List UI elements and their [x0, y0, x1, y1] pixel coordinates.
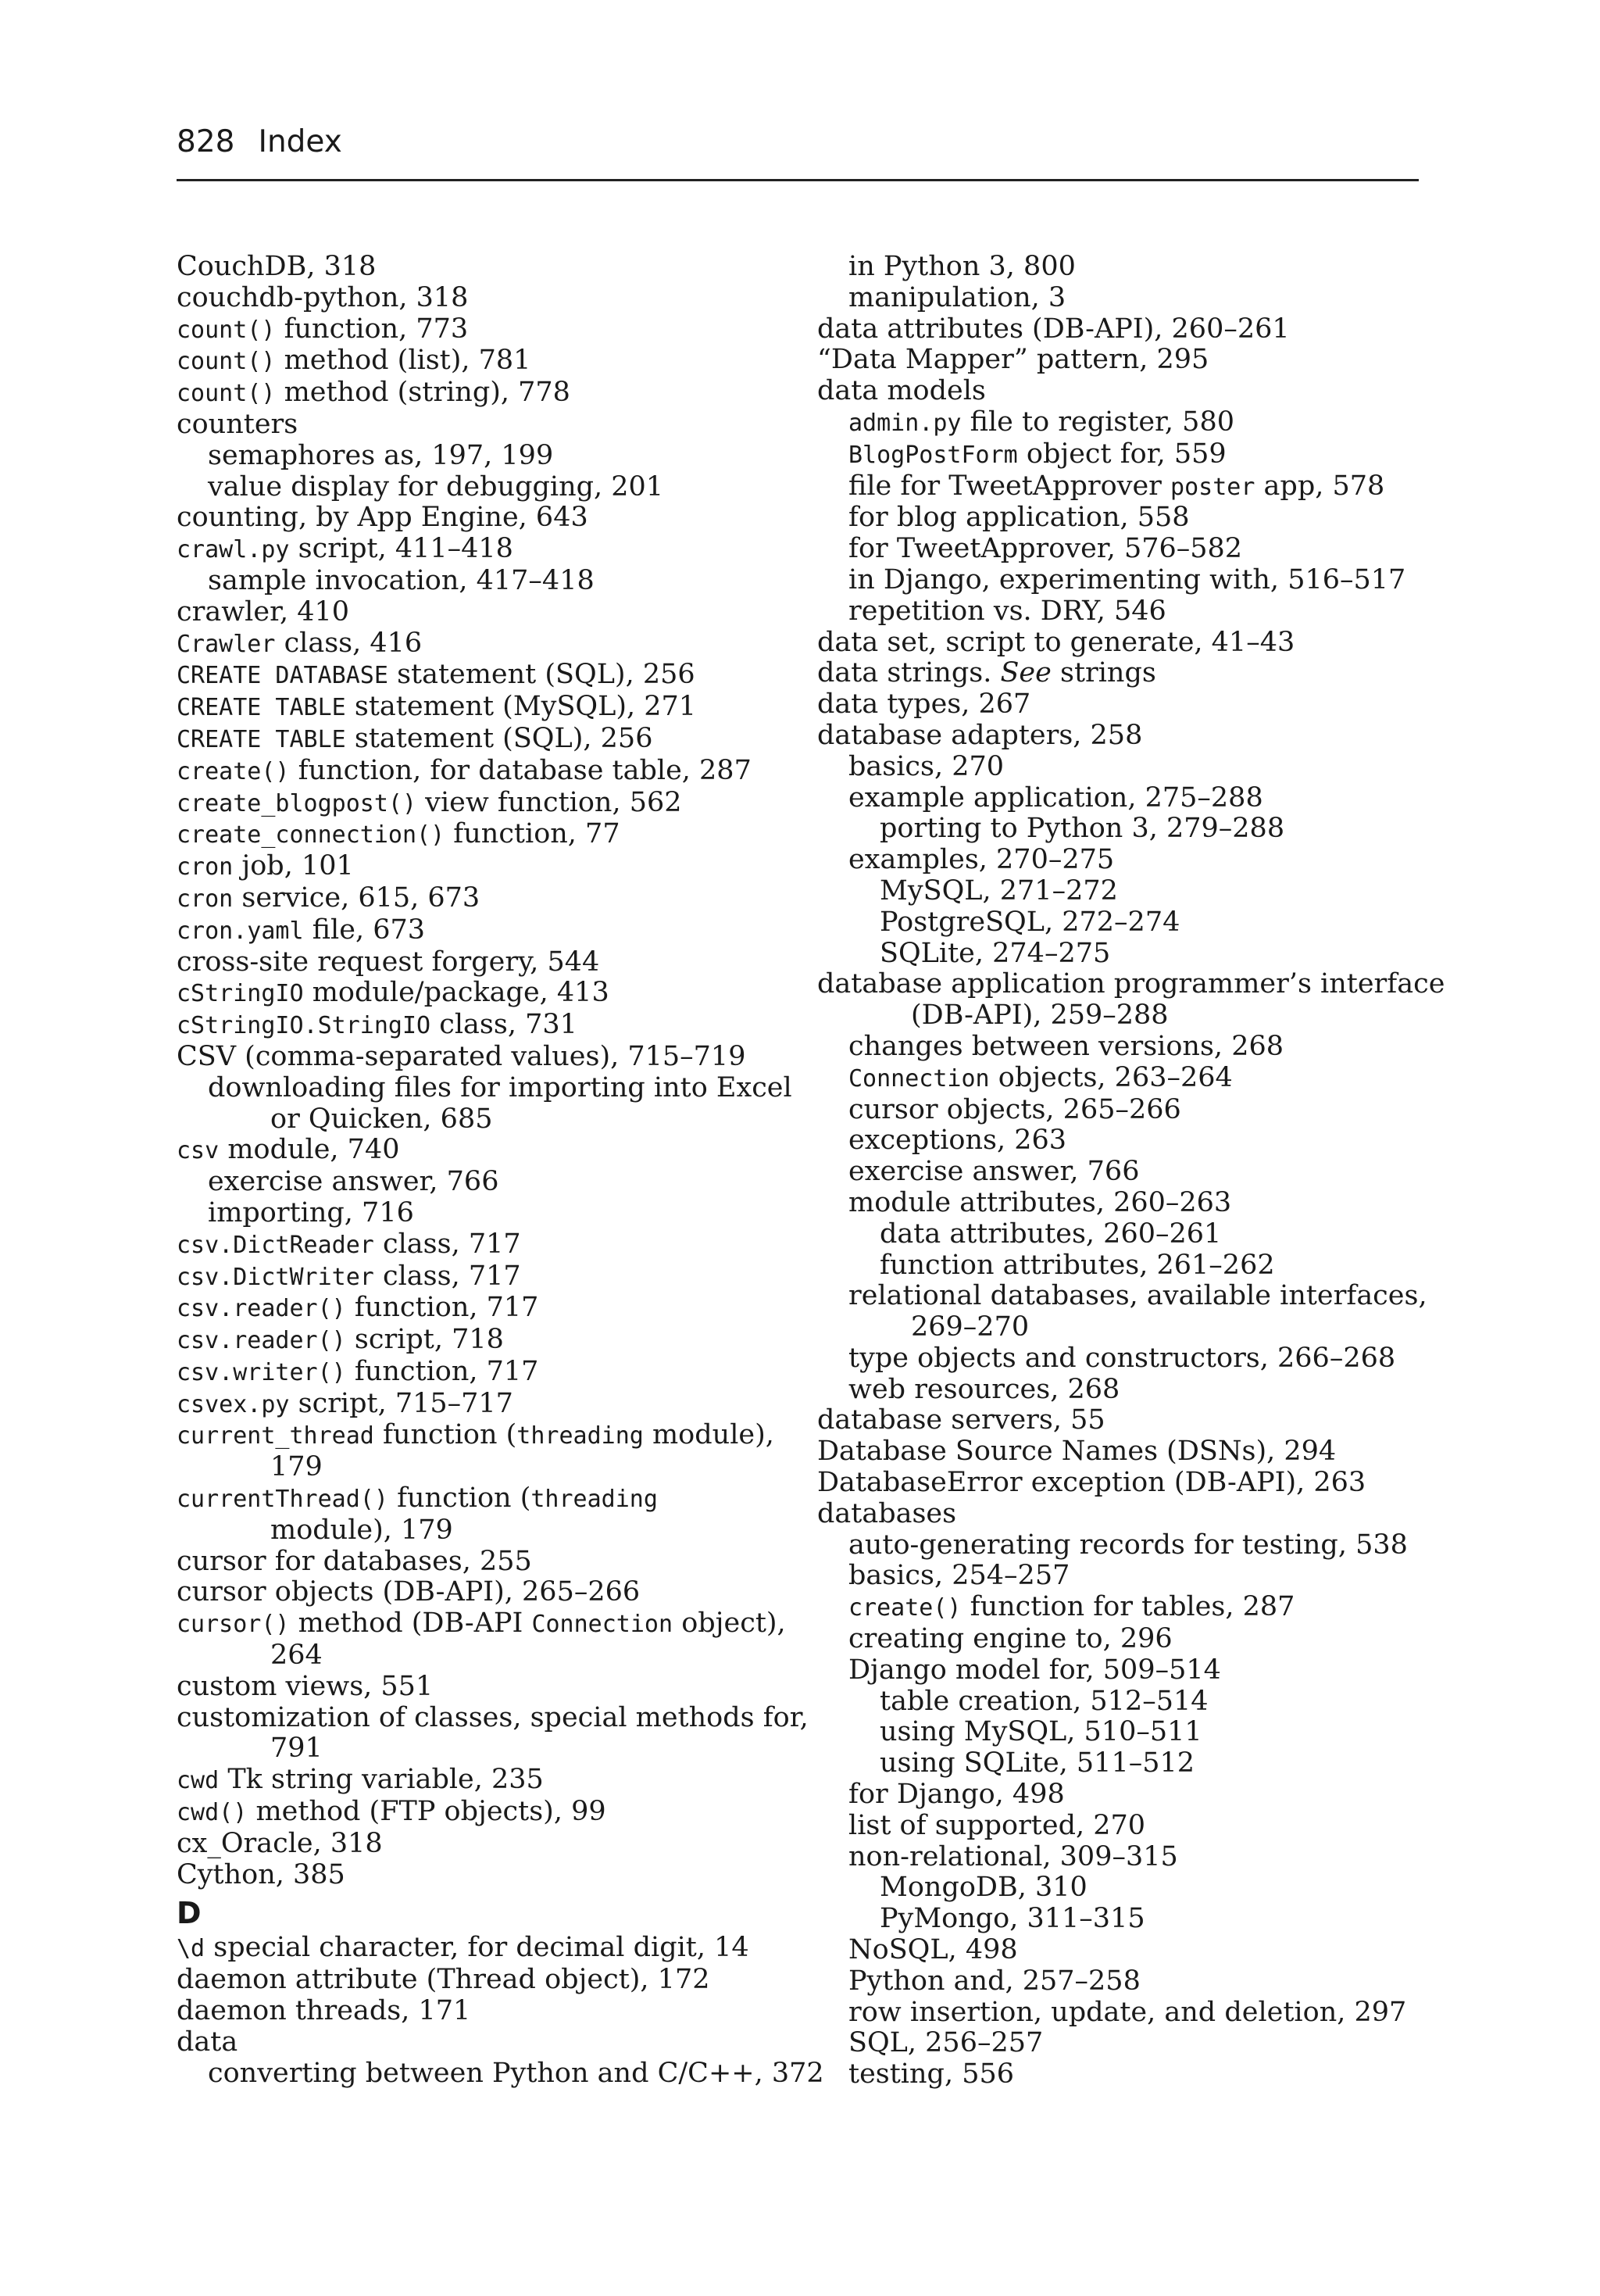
index-entry: admin.py file to register, 580: [848, 406, 1234, 438]
index-entry: Cython, 385: [177, 1858, 345, 1890]
index-entry: PostgreSQL, 272–274: [880, 906, 1180, 938]
index-entry: exercise answer, 766: [848, 1156, 1140, 1188]
index-entry: value display for debugging, 201: [208, 470, 664, 502]
index-entry: basics, 254–257: [848, 1560, 1070, 1592]
index-entry: cron service, 615, 673: [177, 882, 480, 914]
index-entry: data attributes, 260–261: [880, 1218, 1222, 1250]
index-entry: file for TweetApprover poster app, 578: [848, 470, 1385, 502]
index-entry: porting to Python 3, 279–288: [880, 813, 1285, 845]
index-entry: csvex.py script, 715–717: [177, 1387, 513, 1419]
index-entry: web resources, 268: [848, 1373, 1120, 1405]
index-entry: exceptions, 263: [848, 1125, 1067, 1157]
index-entry: (DB-API), 259–288: [911, 1000, 1169, 1032]
index-entry: importing, 716: [208, 1196, 414, 1228]
index-entry: list of supported, 270: [848, 1809, 1146, 1841]
index-entry: cStringIO.StringIO class, 731: [177, 1009, 577, 1041]
header-rule: [177, 179, 1419, 181]
index-entry: cursor() method (DB-API Connection object),: [177, 1608, 786, 1640]
index-entry: cStringIO module/package, 413: [177, 977, 609, 1009]
index-entry: repetition vs. DRY, 546: [848, 595, 1166, 627]
index-entry: exercise answer, 766: [208, 1166, 499, 1198]
index-entry: count() method (string), 778: [177, 377, 570, 409]
index-entry: database adapters, 258: [817, 719, 1143, 751]
index-entry: database servers, 55: [817, 1404, 1105, 1436]
index-entry: data strings. See strings: [817, 657, 1156, 689]
index-entry: table creation, 512–514: [880, 1685, 1209, 1717]
index-entry: customization of classes, special methods for,: [177, 1701, 809, 1733]
index-entry: database application programmer’s interface: [817, 968, 1445, 1000]
index-entry: CouchDB, 318: [177, 251, 377, 282]
index-entry: in Python 3, 800: [848, 251, 1076, 282]
index-entry: CREATE TABLE statement (MySQL), 271: [177, 691, 697, 723]
index-entry: row insertion, update, and deletion, 297: [848, 1996, 1407, 2028]
index-entry: module), 179: [270, 1514, 453, 1546]
index-entry: current_thread function (threading module),: [177, 1419, 774, 1451]
index-entry: cursor for databases, 255: [177, 1545, 532, 1577]
index-entry: module attributes, 260–263: [848, 1186, 1232, 1218]
index-entry: daemon threads, 171: [177, 1995, 471, 2027]
index-entry: cursor objects (DB-API), 265–266: [177, 1576, 641, 1608]
index-entry: 791: [270, 1733, 323, 1765]
index-entry: manipulation, 3: [848, 281, 1066, 313]
index-entry: cx_Oracle, 318: [177, 1827, 383, 1859]
index-entry: data types, 267: [817, 688, 1031, 721]
index-column-left: [177, 251, 824, 2089]
index-entry: csv.DictReader class, 717: [177, 1228, 521, 1260]
index-entry: crawler, 410: [177, 595, 350, 628]
page-header: [177, 122, 1419, 163]
index-entry: for TweetApprover, 576–582: [848, 533, 1243, 565]
section-title: Index: [258, 124, 342, 159]
index-entry: counting, by App Engine, 643: [177, 502, 588, 534]
index-entry: “Data Mapper” pattern, 295: [817, 344, 1209, 376]
index-entry: CSV (comma-separated values), 715–719: [177, 1040, 746, 1072]
index-entry: 269–270: [911, 1311, 1030, 1343]
index-column-right: [817, 251, 1445, 2090]
index-entry: daemon attribute (Thread object), 172: [177, 1964, 710, 1996]
index-entry: data set, script to generate, 41–43: [817, 626, 1295, 658]
index-entry: csv module, 740: [177, 1134, 400, 1166]
index-entry: custom views, 551: [177, 1670, 434, 1702]
index-entry: converting between Python and C/C++, 372: [208, 2057, 824, 2089]
index-entry: create_blogpost() view function, 562: [177, 786, 682, 818]
index-entry: changes between versions, 268: [848, 1030, 1284, 1062]
index-entry: for blog application, 558: [848, 502, 1190, 534]
index-entry: PyMongo, 311–315: [880, 1903, 1145, 1935]
page-number: 828: [177, 124, 235, 159]
index-entry: MySQL, 271–272: [880, 874, 1118, 907]
index-entry: examples, 270–275: [848, 844, 1115, 876]
index-entry: for Django, 498: [848, 1779, 1065, 1811]
index-entry: BlogPostForm object for, 559: [848, 438, 1227, 470]
index-entry: basics, 270: [848, 750, 1005, 782]
index-entry: or Quicken, 685: [270, 1103, 493, 1135]
index-entry: \d special character, for decimal digit, 14: [177, 1932, 749, 1964]
index-entry: using MySQL, 510–511: [880, 1716, 1202, 1748]
index-entry: cursor objects, 265–266: [848, 1093, 1181, 1125]
index-entry: CREATE TABLE statement (SQL), 256: [177, 722, 653, 754]
index-entry: cwd Tk string variable, 235: [177, 1764, 544, 1796]
index-entry: type objects and constructors, 266–268: [848, 1342, 1396, 1374]
index-entry: downloading files for importing into Excel: [208, 1071, 792, 1103]
index-entry: in Django, experimenting with, 516–517: [848, 563, 1406, 595]
index-entry: using SQLite, 511–512: [880, 1747, 1195, 1779]
index-entry: Crawler class, 416: [177, 627, 423, 659]
index-entry: Python and, 257–258: [848, 1965, 1141, 1997]
index-entry: csv.reader() function, 717: [177, 1292, 539, 1324]
index-entry: Django model for, 509–514: [848, 1654, 1221, 1686]
index-entry: databases: [817, 1497, 957, 1529]
index-entry: SQL, 256–257: [848, 2027, 1044, 2059]
index-entry: DatabaseError exception (DB-API), 263: [817, 1467, 1366, 1499]
index-entry: Connection objects, 263–264: [848, 1061, 1233, 1093]
index-entry: NoSQL, 498: [848, 1934, 1018, 1966]
index-entry: example application, 275–288: [848, 781, 1263, 814]
index-entry: function attributes, 261–262: [880, 1249, 1275, 1281]
index-entry: creating engine to, 296: [848, 1623, 1173, 1655]
index-entry: cross-site request forgery, 544: [177, 946, 600, 978]
index-entry: data models: [817, 375, 986, 407]
index-entry: sample invocation, 417–418: [208, 564, 595, 596]
index-entry: CREATE DATABASE statement (SQL), 256: [177, 659, 695, 691]
index-entry: semaphores as, 197, 199: [208, 439, 554, 471]
index-entry: relational databases, available interfaces,: [848, 1280, 1427, 1312]
index-entry: Database Source Names (DSNs), 294: [817, 1436, 1337, 1468]
index-entry: counters: [177, 408, 298, 440]
index-entry: SQLite, 274–275: [880, 937, 1111, 969]
index-entry: couchdb-python, 318: [177, 281, 469, 313]
index-entry: auto-generating records for testing, 538: [848, 1529, 1408, 1561]
index-entry: non-relational, 309–315: [848, 1840, 1178, 1872]
index-entry: csv.writer() function, 717: [177, 1355, 539, 1387]
index-entry: testing, 556: [848, 2058, 1014, 2090]
index-entry: currentThread() function (threading: [177, 1482, 658, 1515]
index-entry: create() function for tables, 287: [848, 1591, 1295, 1623]
index-entry: count() method (list), 781: [177, 345, 531, 377]
index-entry: 179: [270, 1451, 323, 1483]
index-entry: csv.reader() script, 718: [177, 1324, 504, 1356]
index-entry: data attributes (DB-API), 260–261: [817, 313, 1290, 345]
index-entry: data: [177, 2026, 238, 2058]
index-entry: count() function, 773: [177, 313, 469, 345]
index-entry: cron job, 101: [177, 850, 354, 882]
index-entry: MongoDB, 310: [880, 1872, 1088, 1904]
index-entry: csv.DictWriter class, 717: [177, 1260, 521, 1292]
index-entry: create() function, for database table, 287: [177, 754, 752, 786]
index-entry: crawl.py script, 411–418: [177, 533, 513, 565]
index-entry: create_connection() function, 77: [177, 818, 620, 850]
section-letter: D: [177, 1896, 202, 1931]
index-entry: cwd() method (FTP objects), 99: [177, 1796, 606, 1828]
index-entry: cron.yaml file, 673: [177, 914, 425, 946]
index-entry: 264: [270, 1640, 323, 1672]
